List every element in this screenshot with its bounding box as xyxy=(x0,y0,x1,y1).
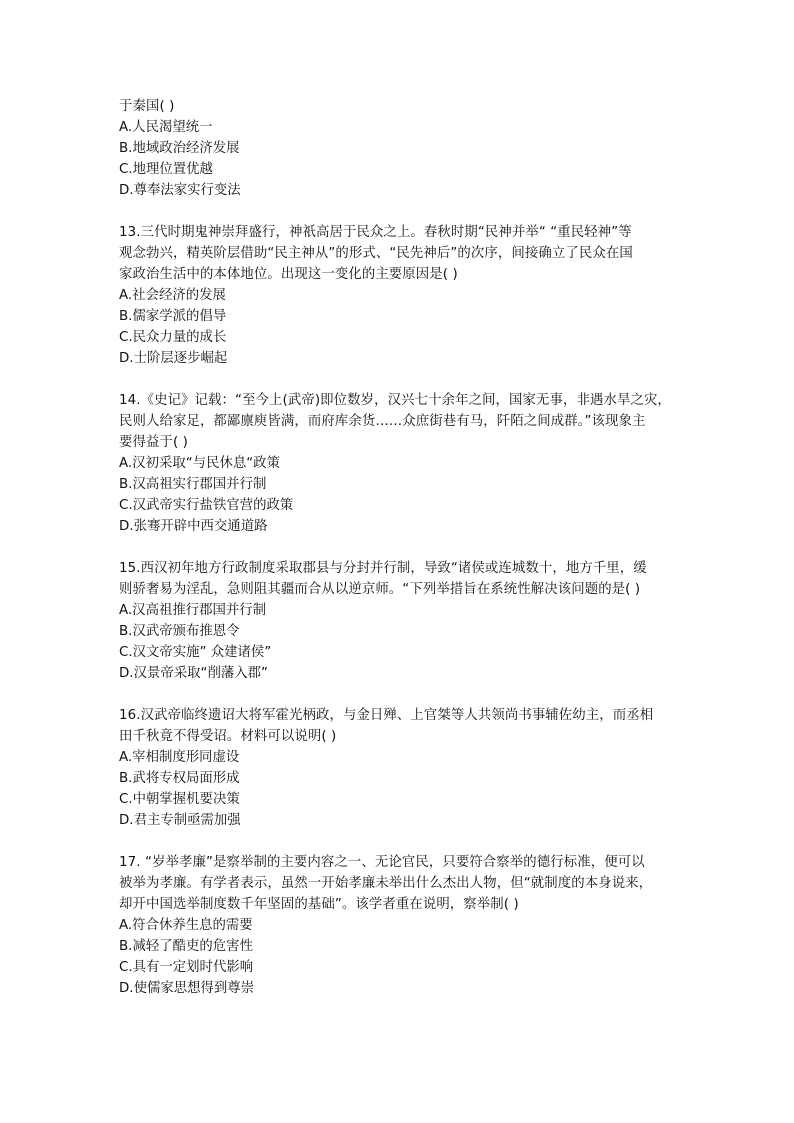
question-stem-line: 要得益于( ) xyxy=(119,435,188,450)
question-13 xyxy=(119,222,679,369)
question-14 xyxy=(119,390,679,537)
exam-page xyxy=(119,96,679,1020)
question-stem-line: 田千秋竟不得受诏。材料可以说明( ) xyxy=(119,729,337,744)
option-a: A.汉初采取“与民休息“政策 xyxy=(119,456,280,471)
option-a: A.符合休养生息的需要 xyxy=(119,918,253,933)
option-c: C.汉文帝实施” 众建诸侯” xyxy=(119,645,272,660)
question-stem-line: 则骄奢易为淫乱，急则阻其疆而合从以逆京师。“下列举措旨在系统性解决该问题的是( ) xyxy=(119,582,641,597)
question-stem-line: 17. “岁举孝廉”是察举制的主要内容之一、无论官民，只要符合察举的德行标准，便可以 xyxy=(119,855,645,870)
question-12 xyxy=(119,96,679,201)
option-c: C.汉武帝实行盐铁官营的政策 xyxy=(119,498,294,513)
question-stem-line: 观念勃兴，精英阶层借助“民主神从”的形式、“民先神后”的次序，间接确立了民众在国 xyxy=(119,246,633,261)
option-b: B.地域政治经济发展 xyxy=(119,141,240,156)
option-c: C.民众力量的成长 xyxy=(119,330,227,345)
question-stem-line: 13.三代时期鬼神崇拜盛行，神祇高居于民众之上。春秋时期“民神并举“ “重民轻神”等 xyxy=(119,225,632,240)
option-d: D.汉景帝采取“削藩入郡” xyxy=(119,666,268,681)
option-d: D.士阶层逐步崛起 xyxy=(119,351,228,366)
option-c: C.具有一定划时代影响 xyxy=(119,960,254,975)
option-b: B.减轻了酷吏的危害性 xyxy=(119,939,253,954)
option-c: C.中朝掌握机要决策 xyxy=(119,792,240,807)
option-b: B.武将专权局面形成 xyxy=(119,771,240,786)
question-17 xyxy=(119,852,679,999)
option-b: B.儒家学派的倡导 xyxy=(119,309,227,324)
question-stem-line: 15.西汉初年地方行政制度采取郡县与分封并行制，导致“诸侯或连城数十，地方千里，缓 xyxy=(119,561,647,576)
option-d: D.君主专制亟需加强 xyxy=(119,813,241,828)
question-stem-line: 家政治生活中的本体地位。出现这一变化的主要原因是( ) xyxy=(119,267,458,282)
option-c: C.地理位置优越 xyxy=(119,162,213,177)
question-stem-line: 民则人给家足，都鄙廪庾皆满，而府库余货……众庶街巷有马，阡陌之间成群。”该现象主 xyxy=(119,414,646,429)
question-stem-line: 却开中国选举制度数千年坚固的基础”。该学者重在说明，察举制( ) xyxy=(119,897,519,912)
question-16 xyxy=(119,705,679,831)
question-stem-line: 14.《史记》记载：“至今上(武帝)即位数岁，汉兴七十余年之间，国家无事，非遇水旱之灾， xyxy=(119,393,671,408)
option-a: A.宰相制度形同虚设 xyxy=(119,750,240,765)
question-stem-line: 被举为孝廉。有学者表示，虽然一开始孝廉未举出什么杰出人物，但“就制度的本身说来， xyxy=(119,876,653,891)
option-d: D.尊奉法家实行变法 xyxy=(119,183,241,198)
option-a: A.人民渴望统一 xyxy=(119,120,213,135)
option-d: D.张骞开辟中西交通道路 xyxy=(119,519,268,534)
question-stem-line: 于秦国( ) xyxy=(119,99,175,114)
option-d: D.使儒家思想得到尊崇 xyxy=(119,981,255,996)
option-a: A.社会经济的发展 xyxy=(119,288,226,303)
option-b: B.汉武帝颁布推恩令 xyxy=(119,624,240,639)
option-a: A.汉高祖推行郡国并行制 xyxy=(119,603,267,618)
option-b: B.汉高祖实行郡国并行制 xyxy=(119,477,267,492)
question-stem-line: 16.汉武帝临终遗诏大将军霍光柄政，与金日殚、上官桀等人共领尚书事辅佐幼主，而丞相 xyxy=(119,708,654,723)
question-15 xyxy=(119,558,679,684)
